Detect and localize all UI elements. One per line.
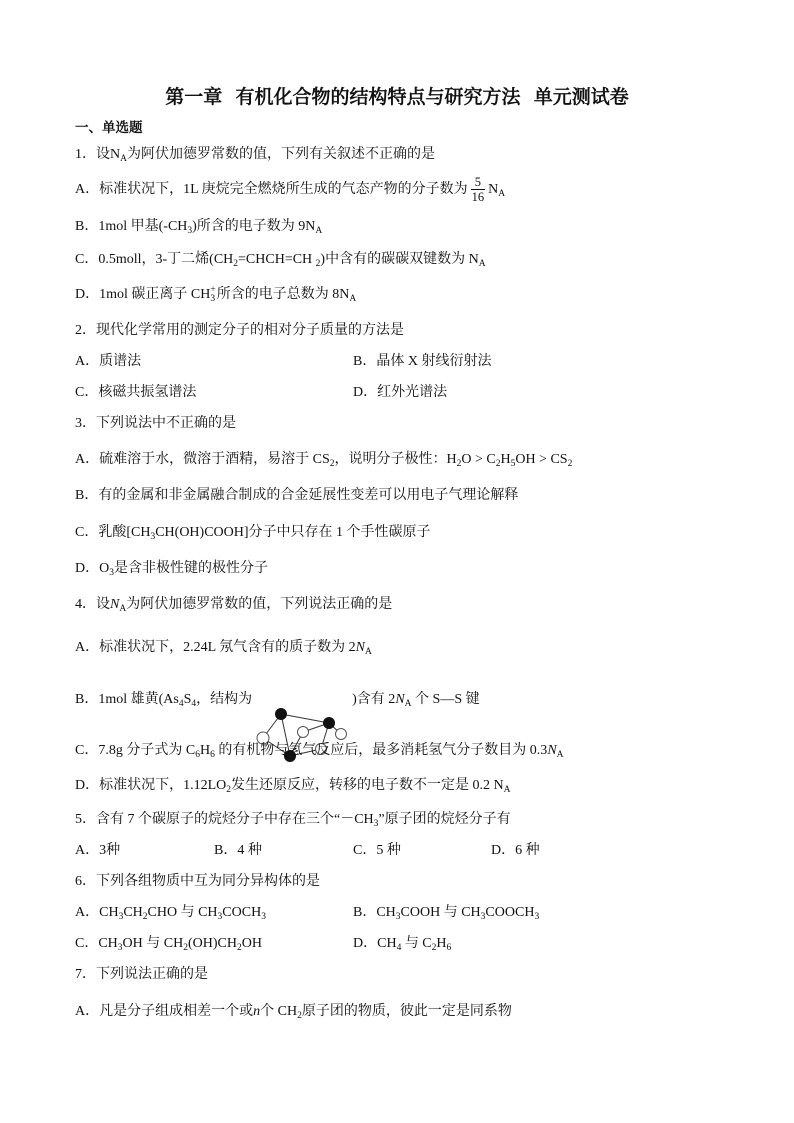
text-run: D．CH (353, 936, 397, 951)
text-run: OH > CS (515, 452, 568, 467)
filled-atom (275, 708, 287, 720)
superscript-charge: + (210, 285, 216, 295)
question-1-option-a (75, 175, 506, 205)
question-6-stem (75, 873, 320, 891)
question-6-option-b (353, 904, 539, 922)
text-run: D．O (75, 561, 110, 576)
subscript: 4 (178, 699, 184, 710)
subscript: 3 (187, 226, 193, 236)
question-2-option-d (353, 384, 447, 402)
question-4-stem (75, 596, 392, 614)
as4s4-structure-figure (253, 671, 351, 729)
text-run: B．晶体 X 射线衍射法 (353, 354, 492, 369)
text-run: D．红外光谱法 (353, 385, 448, 400)
subscript: 3 (373, 819, 379, 829)
subscript: 3 (261, 912, 266, 922)
text-run: D．标准状况下，1.12LO (75, 778, 227, 793)
text-run: )中含有的碳碳双键数为 N (320, 252, 479, 267)
subscript: 2 (236, 943, 242, 953)
question-5-option-c (353, 842, 401, 860)
text-run: C．核磁共振氢谱法 (75, 385, 197, 400)
subscript: 5 (510, 459, 516, 469)
subscript: 3 (210, 294, 216, 304)
text-run: CH(OH)COOH]分子中只存在 1 个手性碳原子 (155, 525, 431, 540)
question-1-option-b (75, 218, 322, 236)
subscript: 6 (446, 943, 452, 953)
question-4-option-a (75, 639, 372, 657)
subscript: 4 (396, 943, 402, 953)
question-1-option-d (75, 286, 356, 304)
subscript: A (478, 259, 486, 269)
question-5-option-b (214, 842, 262, 860)
question-5-stem (75, 811, 511, 829)
text-run: H (199, 743, 211, 758)
text-run: 个 CH (260, 1004, 298, 1019)
question-2-option-b (353, 353, 491, 371)
text-run: B．CH (353, 905, 396, 920)
subscript: 2 (226, 785, 232, 795)
text-run: 1．设N (75, 147, 121, 162)
text-run: A．标准状况下，2.24L 氖气含有的质子数为 2 (75, 640, 356, 655)
italic-symbol: N (110, 597, 120, 612)
question-2-option-a (75, 353, 141, 371)
text-run: (OH)CH (187, 936, 237, 951)
subscript: 2 (431, 943, 437, 953)
text-run: C．乳酸[CH (75, 525, 151, 540)
question-4-option-b (75, 691, 480, 709)
hollow-atom (336, 729, 347, 740)
question-6-option-c (75, 935, 262, 953)
text-run: 是含非极性键的极性分子 (113, 561, 268, 576)
text-run: ”原子团的烷烃分子有 (378, 812, 511, 827)
subscript: 2 (567, 459, 573, 469)
text-run: OH 与 CH (122, 936, 184, 951)
text-run: 7．下列说法正确的是 (75, 967, 208, 982)
subscript: 6 (210, 750, 215, 760)
subscript: A (120, 154, 127, 164)
text-run: 2．现代化学常用的测定分子的相对分子质量的方法是 (75, 323, 404, 338)
text-run: 为阿伏加德罗常数的值，下列说法正确的是 (126, 597, 393, 612)
subscript: 2 (315, 259, 321, 269)
question-7-option-a (75, 1003, 512, 1021)
question-6-option-d (353, 935, 451, 953)
text-run: )含有 2 (352, 692, 396, 708)
subscript: 2 (329, 459, 335, 469)
text-run: A．质谱法 (75, 354, 142, 369)
text-run: )所含的电子数为 9N (192, 219, 316, 234)
text-run: 的有机物与氢气反应后，最多消耗氢气分子数目为 0.3 (214, 743, 548, 758)
text-run: A．凡是分子组成相差一个或 (75, 1004, 254, 1019)
subscript: 2 (297, 1011, 302, 1021)
subscript: 2 (495, 459, 501, 469)
bond-line (281, 714, 329, 723)
question-3-option-c (75, 524, 431, 542)
text-run: H (500, 452, 511, 467)
text-run: CH (123, 905, 143, 920)
text-run: C．7.8g 分子式为 C (75, 743, 196, 758)
italic-symbol: N (547, 743, 557, 758)
text-run: A．CH (75, 905, 119, 920)
question-3-option-b (75, 487, 518, 505)
text-run: COCH (222, 905, 262, 920)
subscript: 3 (109, 568, 114, 578)
question-3-stem (75, 415, 236, 433)
text-run: 4．设 (75, 597, 110, 612)
text-run: =CHCH=CH (238, 252, 316, 267)
text-run: COOCH (485, 905, 535, 920)
question-2-stem (75, 322, 404, 340)
subscript: 3 (217, 912, 223, 922)
text-run: C．CH (75, 936, 118, 951)
text-run: 6．下列各组物质中互为同分异构体的是 (75, 874, 320, 889)
italic-symbol: N (395, 692, 405, 708)
subscript: A (119, 604, 127, 614)
text-run: 个 S—S 键 (411, 692, 480, 708)
fraction-denominator: 16 (471, 190, 485, 205)
subscript: 2 (456, 459, 462, 469)
charge-stack (210, 286, 215, 304)
question-6-option-a (75, 904, 266, 922)
filled-atom (323, 717, 335, 729)
text-run: D．6 种 (491, 843, 540, 858)
text-run: A．硫难溶于水，微溶于酒精，易溶于 CS (75, 452, 330, 467)
text-run: COOH 与 CH (400, 905, 481, 920)
text-run: 3．下列说法中不正确的是 (75, 416, 236, 431)
text-run: B．1mol 雄黄(As (75, 692, 179, 708)
question-5-option-d (491, 842, 540, 860)
text-run: C．0.5moll，3-丁二烯(CH (75, 252, 234, 267)
subscript: A (349, 294, 357, 304)
subscript: 3 (480, 912, 486, 922)
text-run: O > C (461, 452, 496, 467)
text-run: 为阿伏加德罗常数的值，下列有关叙述不正确的是 (127, 147, 435, 162)
subscript: 6 (195, 750, 200, 760)
subscript: 2 (142, 912, 148, 922)
text-run: A．标准状况下，1L 庚烷完全燃烧所生成的气态产物的分子数为 (75, 182, 468, 197)
italic-symbol: N (355, 640, 365, 655)
subscript: A (503, 785, 511, 795)
text-run: H (436, 936, 447, 951)
text-run: ，说明分子极性：H (334, 452, 457, 467)
text-run: A．3种 (75, 843, 121, 858)
section-heading: 一、单选题 (75, 120, 143, 136)
text-run: B．4 种 (214, 843, 262, 858)
text-run: C．5 种 (353, 843, 401, 858)
subscript: A (404, 699, 412, 710)
italic-symbol: n (253, 1004, 261, 1019)
text-run: D．1mol 碳正离子 CH (75, 287, 211, 302)
subscript: 2 (183, 943, 188, 953)
text-run: CHO 与 CH (147, 905, 218, 920)
question-7-stem (75, 966, 208, 984)
text-run: 所含的电子总数为 8N (216, 287, 350, 302)
text-run: B．1mol 甲基(-CH (75, 219, 188, 234)
text-run: S (183, 692, 192, 708)
fraction-numerator: 5 (471, 175, 486, 190)
question-1-option-c (75, 251, 486, 269)
subscript: 3 (117, 943, 123, 953)
text-run: 发生还原反应，转移的电子数不一定是 0.2 N (231, 778, 504, 793)
subscript: A (365, 647, 372, 657)
subscript: 3 (534, 912, 540, 922)
text-run: 5．含有 7 个碳原子的烷烃分子中存在三个“－CH (75, 812, 374, 827)
text-run: B．有的金属和非金属融合制成的合金延展性变差可以用电子气理论解释 (75, 488, 519, 503)
subscript: A (556, 750, 564, 760)
exam-title: 第一章 有机化合物的结构特点与研究方法 单元测试卷 (165, 86, 629, 108)
question-1-stem (75, 146, 435, 164)
question-3-option-a (75, 451, 572, 469)
text-run: 与 C (401, 936, 432, 951)
text-run: 原子团的物质，彼此一定是同系物 (301, 1004, 512, 1019)
subscript: 3 (118, 912, 124, 922)
question-2-option-c (75, 384, 196, 402)
question-4-option-d (75, 777, 511, 795)
subscript: A (498, 189, 506, 199)
question-4-option-c (75, 742, 564, 760)
question-3-option-d (75, 560, 268, 578)
text-run: N (488, 182, 499, 197)
fraction (471, 175, 486, 204)
subscript: 3 (150, 532, 156, 542)
hollow-atom (298, 727, 309, 738)
subscript: 2 (233, 259, 239, 269)
subscript: 3 (395, 912, 401, 922)
subscript: 4 (191, 699, 197, 710)
text-run: OH (241, 936, 262, 951)
text-run: ，结构为 (196, 692, 253, 708)
subscript: A (315, 226, 323, 236)
question-5-option-a (75, 842, 120, 860)
